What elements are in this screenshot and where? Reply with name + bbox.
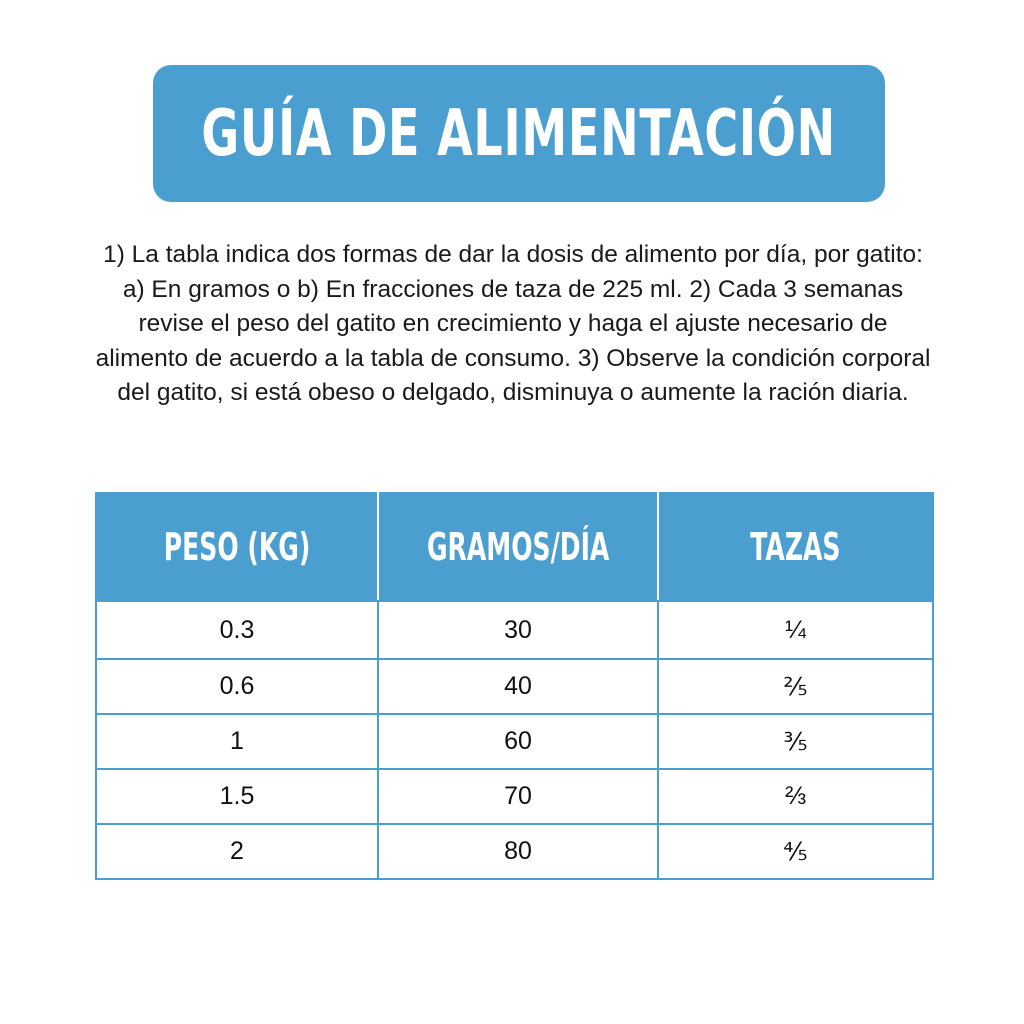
cups-cell: ⅔: [658, 769, 933, 824]
table-row: [96, 601, 933, 659]
table-row: [96, 824, 933, 879]
grams-cell: 80: [378, 824, 658, 879]
title-banner: [153, 65, 885, 202]
cups-cell: ¼: [658, 601, 933, 659]
table-row: [96, 659, 933, 714]
weight-cell: 0.6: [96, 659, 378, 714]
table-header-row: [96, 493, 933, 601]
table-row: [96, 714, 933, 769]
weight-cell: 1: [96, 714, 378, 769]
grams-cell: 30: [378, 601, 658, 659]
feeding-table: [95, 492, 934, 880]
grams-cell: 70: [378, 769, 658, 824]
cups-cell: ⅗: [658, 714, 933, 769]
instructions-paragraph: 1) La tabla indica dos formas de dar la dosis de alimento por día, por gatito: a) En gramos o b) En fracciones de taza de 225 ml. 2) Cada 3 semanas revise el peso del gatito en crecimiento y haga el ajuste necesario de alimento de acuerdo a la tabla de consumo. 3) Observe la condición corporal del gatito, si está obeso o delgado, disminuya o aumente la ración diaria.: [95, 241, 931, 407]
header-weight: [96, 493, 378, 601]
grams-cell: 60: [378, 714, 658, 769]
weight-cell: 1.5: [96, 769, 378, 824]
grams-cell: 40: [378, 659, 658, 714]
page-title: GUÍA DE ALIMENTACIÓN: [201, 96, 837, 171]
header-grams-per-day: [378, 493, 658, 601]
header-cups-label: TAZAS: [750, 525, 841, 569]
cups-cell: ⅘: [658, 824, 933, 879]
table-row: [96, 769, 933, 824]
weight-cell: 2: [96, 824, 378, 879]
header-grams-label: GRAMOS/DÍA: [426, 525, 610, 569]
feeding-table-container: [95, 492, 932, 880]
cups-cell: ⅖: [658, 659, 933, 714]
header-cups: [658, 493, 933, 601]
weight-cell: 0.3: [96, 601, 378, 659]
header-weight-label: PESO (KG): [163, 525, 311, 569]
